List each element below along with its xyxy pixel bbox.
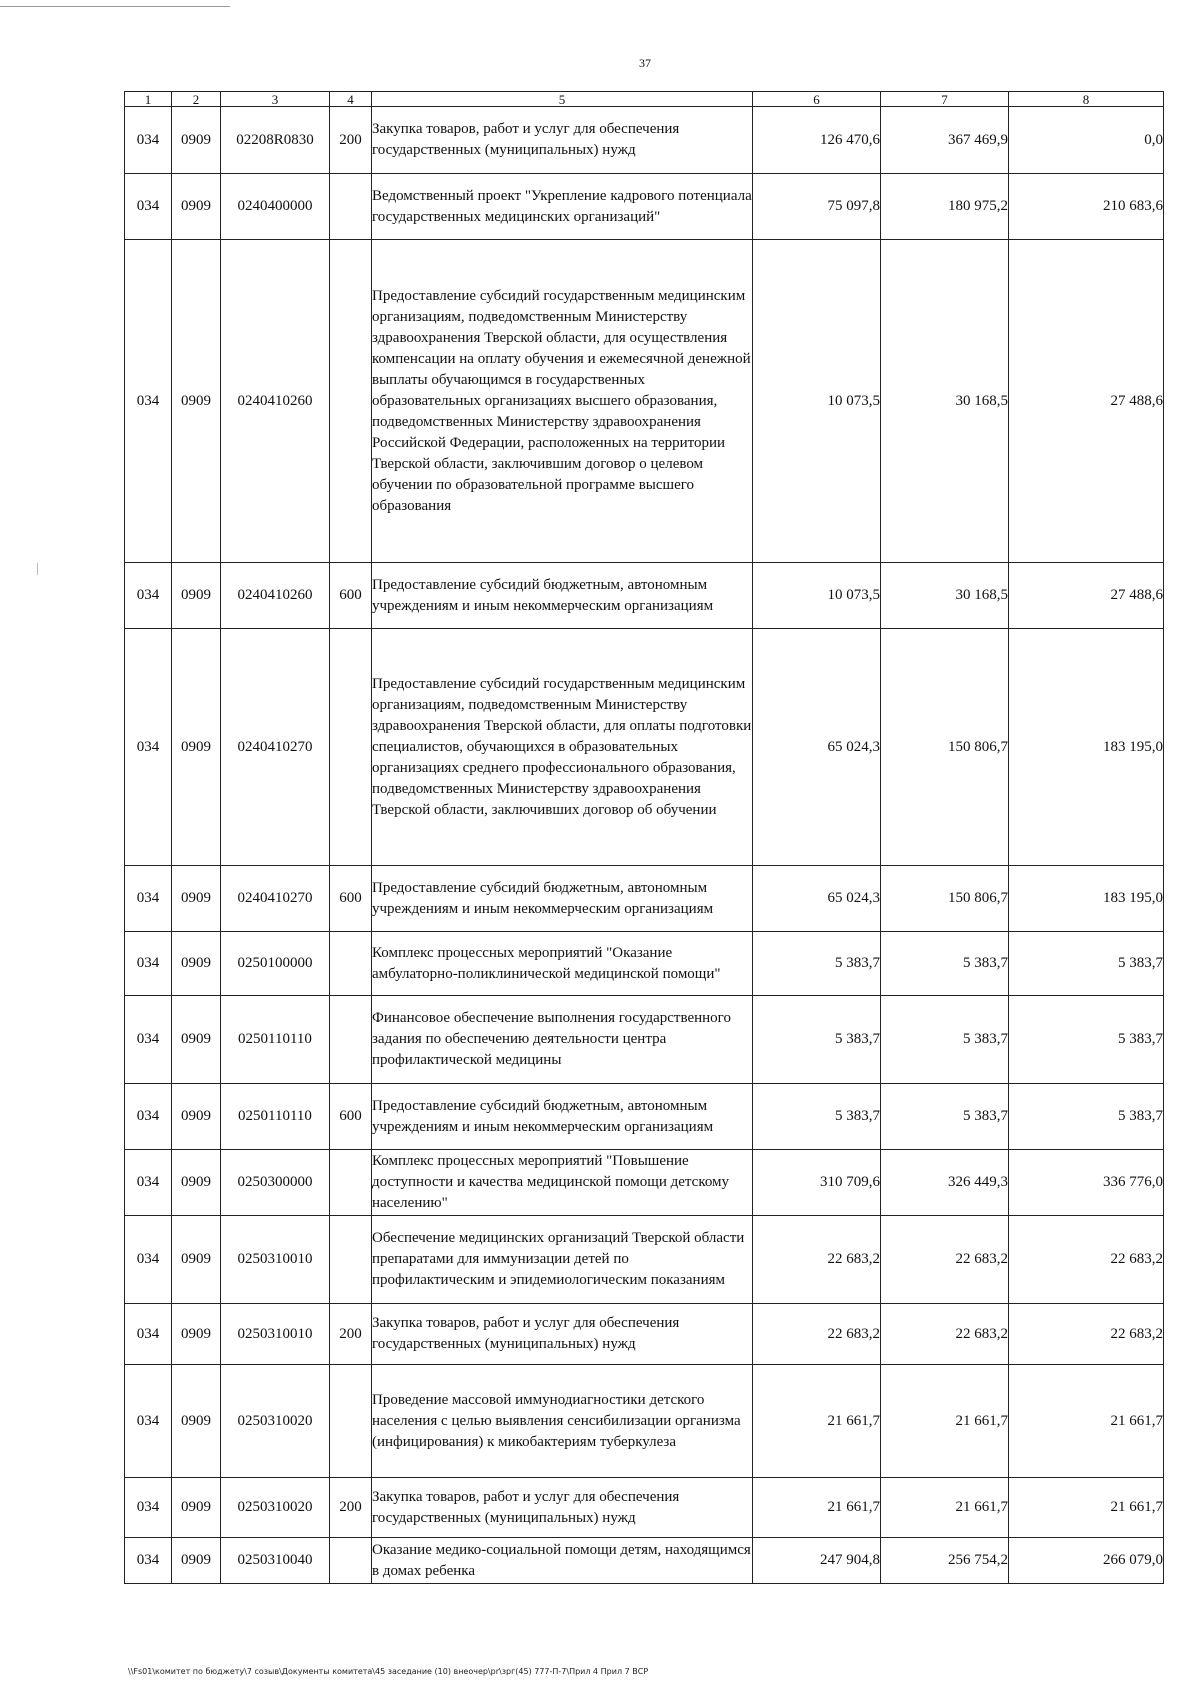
- amount-col6-cell: 21 661,7: [753, 1478, 881, 1538]
- expense-type-cell: 200: [330, 1478, 372, 1538]
- column-header: 3: [221, 92, 330, 107]
- amount-col6-cell: 126 470,6: [753, 107, 881, 174]
- expense-type-cell: [330, 240, 372, 563]
- amount-col6-cell: 5 383,7: [753, 996, 881, 1084]
- ministry-code-cell: 034: [125, 1478, 172, 1538]
- section-code-cell: 0909: [172, 1150, 221, 1216]
- amount-col7-cell: 21 661,7: [881, 1478, 1009, 1538]
- target-article-cell: 0250310020: [221, 1478, 330, 1538]
- table-row: [125, 1538, 1164, 1584]
- description-cell: Предоставление субсидий бюджетным, автономным учреждениям и иным некоммерческим организациям: [372, 563, 753, 629]
- amount-col7-cell: 150 806,7: [881, 866, 1009, 932]
- target-article-cell: 0240410260: [221, 563, 330, 629]
- amount-col7-cell: 30 168,5: [881, 240, 1009, 563]
- amount-col6-cell: 22 683,2: [753, 1216, 881, 1304]
- amount-col7-cell: 22 683,2: [881, 1304, 1009, 1365]
- amount-col8-cell: 27 488,6: [1009, 240, 1164, 563]
- description-cell: Предоставление субсидий бюджетным, автономным учреждениям и иным некоммерческим организациям: [372, 1084, 753, 1150]
- description-cell: Закупка товаров, работ и услуг для обеспечения государственных (муниципальных) нужд: [372, 1304, 753, 1365]
- amount-col7-cell: 180 975,2: [881, 174, 1009, 240]
- amount-col8-cell: 336 776,0: [1009, 1150, 1164, 1216]
- budget-table: [124, 91, 1164, 1584]
- ministry-code-cell: 034: [125, 932, 172, 996]
- target-article-cell: 0250310010: [221, 1304, 330, 1365]
- description-cell: Ведомственный проект "Укрепление кадрового потенциала государственных медицинских организаций": [372, 174, 753, 240]
- amount-col6-cell: 5 383,7: [753, 932, 881, 996]
- table-row: [125, 629, 1164, 866]
- expense-type-cell: [330, 996, 372, 1084]
- amount-col7-cell: 326 449,3: [881, 1150, 1009, 1216]
- target-article-cell: 0240410270: [221, 629, 330, 866]
- target-article-cell: 0250110110: [221, 1084, 330, 1150]
- section-code-cell: 0909: [172, 563, 221, 629]
- amount-col7-cell: 5 383,7: [881, 932, 1009, 996]
- section-code-cell: 0909: [172, 240, 221, 563]
- footer-file-path: \\Fs01\комитет по бюджету\7 созыв\Документы комитета\45 заседание (10) внеочер\pr\зрг(45) 777-П-7\Прил 4 Прил 7 ВСР: [128, 1667, 649, 1676]
- target-article-cell: 0240410270: [221, 866, 330, 932]
- amount-col6-cell: 10 073,5: [753, 563, 881, 629]
- table-row: [125, 1216, 1164, 1304]
- ministry-code-cell: 034: [125, 1150, 172, 1216]
- amount-col7-cell: 22 683,2: [881, 1216, 1009, 1304]
- ministry-code-cell: 034: [125, 1084, 172, 1150]
- amount-col8-cell: 22 683,2: [1009, 1216, 1164, 1304]
- amount-col8-cell: 5 383,7: [1009, 932, 1164, 996]
- description-cell: Проведение массовой иммунодиагностики детского населения с целью выявления сенсибилизации организма (инфицирования) к микобактериям туберкулеза: [372, 1365, 753, 1478]
- amount-col8-cell: 183 195,0: [1009, 629, 1164, 866]
- section-code-cell: 0909: [172, 1478, 221, 1538]
- amount-col8-cell: 5 383,7: [1009, 1084, 1164, 1150]
- expense-type-cell: 600: [330, 563, 372, 629]
- column-header: 2: [172, 92, 221, 107]
- target-article-cell: 0250300000: [221, 1150, 330, 1216]
- amount-col8-cell: 266 079,0: [1009, 1538, 1164, 1584]
- column-number-row: [125, 92, 1164, 107]
- table-row: [125, 174, 1164, 240]
- expense-type-cell: 200: [330, 107, 372, 174]
- scan-top-rule: [0, 6, 230, 7]
- ministry-code-cell: 034: [125, 1365, 172, 1478]
- section-code-cell: 0909: [172, 174, 221, 240]
- target-article-cell: 0240400000: [221, 174, 330, 240]
- target-article-cell: 0240410260: [221, 240, 330, 563]
- ministry-code-cell: 034: [125, 107, 172, 174]
- amount-col6-cell: 65 024,3: [753, 866, 881, 932]
- target-article-cell: 0250310020: [221, 1365, 330, 1478]
- target-article-cell: 0250110110: [221, 996, 330, 1084]
- expense-type-cell: [330, 1538, 372, 1584]
- amount-col7-cell: 150 806,7: [881, 629, 1009, 866]
- section-code-cell: 0909: [172, 932, 221, 996]
- expense-type-cell: [330, 1150, 372, 1216]
- amount-col8-cell: 183 195,0: [1009, 866, 1164, 932]
- column-header: 8: [1009, 92, 1164, 107]
- amount-col7-cell: 367 469,9: [881, 107, 1009, 174]
- amount-col6-cell: 10 073,5: [753, 240, 881, 563]
- column-header: 5: [372, 92, 753, 107]
- amount-col6-cell: 247 904,8: [753, 1538, 881, 1584]
- table-row: [125, 996, 1164, 1084]
- table-row: [125, 866, 1164, 932]
- amount-col8-cell: 21 661,7: [1009, 1365, 1164, 1478]
- ministry-code-cell: 034: [125, 1304, 172, 1365]
- section-code-cell: 0909: [172, 1084, 221, 1150]
- ministry-code-cell: 034: [125, 1216, 172, 1304]
- expense-type-cell: 600: [330, 866, 372, 932]
- amount-col7-cell: 256 754,2: [881, 1538, 1009, 1584]
- description-cell: Закупка товаров, работ и услуг для обеспечения государственных (муниципальных) нужд: [372, 107, 753, 174]
- section-code-cell: 0909: [172, 996, 221, 1084]
- page-number: 37: [639, 56, 651, 70]
- amount-col6-cell: 22 683,2: [753, 1304, 881, 1365]
- table-row: [125, 1304, 1164, 1365]
- expense-type-cell: [330, 174, 372, 240]
- ministry-code-cell: 034: [125, 563, 172, 629]
- amount-col8-cell: 27 488,6: [1009, 563, 1164, 629]
- amount-col7-cell: 21 661,7: [881, 1365, 1009, 1478]
- table-row: [125, 563, 1164, 629]
- ministry-code-cell: 034: [125, 629, 172, 866]
- amount-col8-cell: 22 683,2: [1009, 1304, 1164, 1365]
- ministry-code-cell: 034: [125, 866, 172, 932]
- target-article-cell: 02208R0830: [221, 107, 330, 174]
- description-cell: Финансовое обеспечение выполнения государственного задания по обеспечению деятельности центра профилактической медицины: [372, 996, 753, 1084]
- description-cell: Оказание медико-социальной помощи детям, находящимся в домах ребенка: [372, 1538, 753, 1584]
- expense-type-cell: 200: [330, 1304, 372, 1365]
- expense-type-cell: [330, 932, 372, 996]
- amount-col6-cell: 65 024,3: [753, 629, 881, 866]
- description-cell: Обеспечение медицинских организаций Тверской области препаратами для иммунизации детей по профилактическим и эпидемиологическим показаниям: [372, 1216, 753, 1304]
- amount-col7-cell: 5 383,7: [881, 996, 1009, 1084]
- amount-col7-cell: 30 168,5: [881, 563, 1009, 629]
- amount-col8-cell: 210 683,6: [1009, 174, 1164, 240]
- ministry-code-cell: 034: [125, 996, 172, 1084]
- amount-col8-cell: 21 661,7: [1009, 1478, 1164, 1538]
- description-cell: Предоставление субсидий бюджетным, автономным учреждениям и иным некоммерческим организациям: [372, 866, 753, 932]
- expense-type-cell: 600: [330, 1084, 372, 1150]
- amount-col7-cell: 5 383,7: [881, 1084, 1009, 1150]
- target-article-cell: 0250310040: [221, 1538, 330, 1584]
- table-row: [125, 932, 1164, 996]
- column-header: 7: [881, 92, 1009, 107]
- ministry-code-cell: 034: [125, 174, 172, 240]
- section-code-cell: 0909: [172, 1365, 221, 1478]
- target-article-cell: 0250310010: [221, 1216, 330, 1304]
- description-cell: Предоставление субсидий государственным медицинским организациям, подведомственным Министерству здравоохранения Тверской области, для осуществления компенсации на оплату обучения и ежемесячной денежной выплаты обучающимся в государственных образовательных организациях высшего образования, подведомственных Министерству здравоохранения Российской Федерации, расположенных на территории Тверской области, заключившим договор о целевом обучении по образовательной программе высшего образования: [372, 240, 753, 563]
- table-row: [125, 107, 1164, 174]
- ministry-code-cell: 034: [125, 1538, 172, 1584]
- scan-mark: [37, 563, 38, 575]
- expense-type-cell: [330, 1216, 372, 1304]
- amount-col6-cell: 75 097,8: [753, 174, 881, 240]
- column-header: 6: [753, 92, 881, 107]
- description-cell: Закупка товаров, работ и услуг для обеспечения государственных (муниципальных) нужд: [372, 1478, 753, 1538]
- table-row: [125, 1478, 1164, 1538]
- expense-type-cell: [330, 629, 372, 866]
- amount-col6-cell: 310 709,6: [753, 1150, 881, 1216]
- section-code-cell: 0909: [172, 1216, 221, 1304]
- expense-type-cell: [330, 1365, 372, 1478]
- ministry-code-cell: 034: [125, 240, 172, 563]
- column-header: 4: [330, 92, 372, 107]
- section-code-cell: 0909: [172, 629, 221, 866]
- table-row: [125, 1084, 1164, 1150]
- amount-col8-cell: 5 383,7: [1009, 996, 1164, 1084]
- amount-col8-cell: 0,0: [1009, 107, 1164, 174]
- section-code-cell: 0909: [172, 1538, 221, 1584]
- description-cell: Предоставление субсидий государственным медицинским организациям, подведомственным Министерству здравоохранения Тверской области, для оплаты подготовки специалистов, обучающихся в образовательных организациях среднего профессионального образования, подведомственных Министерству здравоохранения Тверской области, заключивших договор об обучении: [372, 629, 753, 866]
- amount-col6-cell: 5 383,7: [753, 1084, 881, 1150]
- section-code-cell: 0909: [172, 866, 221, 932]
- table-row: [125, 1365, 1164, 1478]
- section-code-cell: 0909: [172, 107, 221, 174]
- description-cell: Комплекс процессных мероприятий "Оказание амбулаторно-поликлинической медицинской помощи": [372, 932, 753, 996]
- section-code-cell: 0909: [172, 1304, 221, 1365]
- column-header: 1: [125, 92, 172, 107]
- target-article-cell: 0250100000: [221, 932, 330, 996]
- description-cell: Комплекс процессных мероприятий "Повышение доступности и качества медицинской помощи детскому населению": [372, 1150, 753, 1216]
- table-row: [125, 1150, 1164, 1216]
- table-row: [125, 240, 1164, 563]
- amount-col6-cell: 21 661,7: [753, 1365, 881, 1478]
